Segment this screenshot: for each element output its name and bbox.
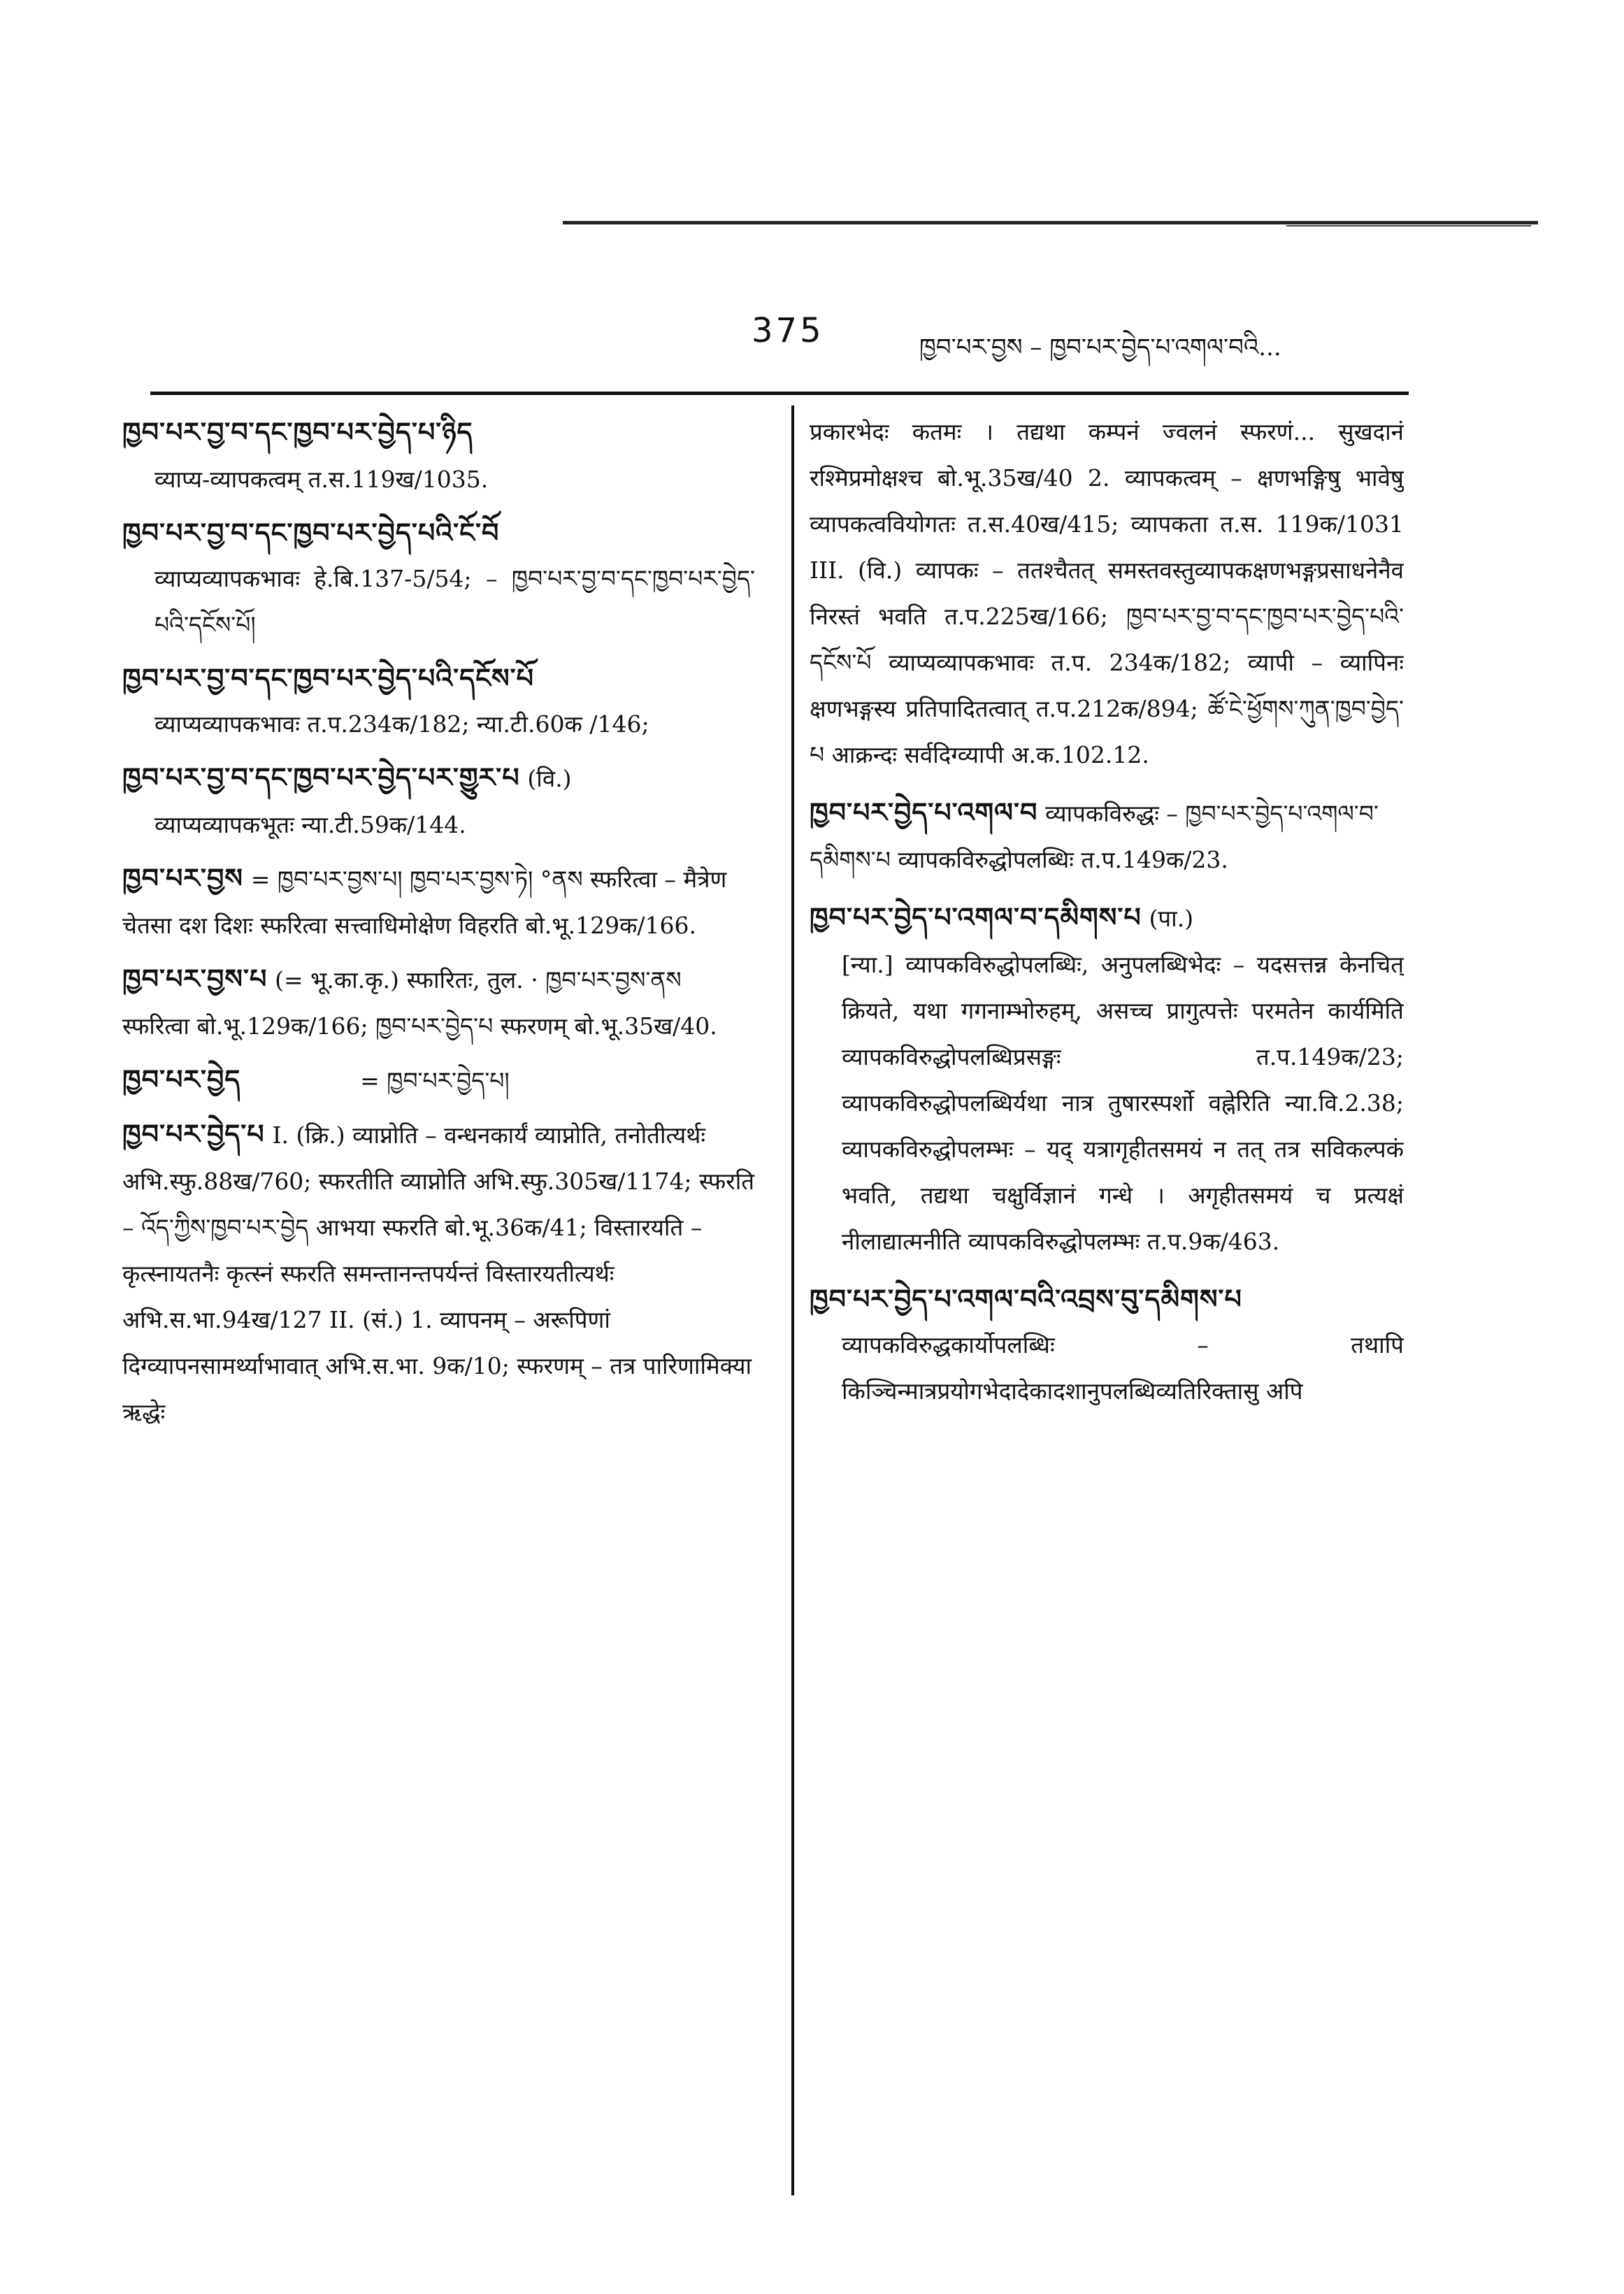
header-rule (150, 392, 1409, 395)
dictionary-entry (122, 956, 755, 1049)
dictionary-entry-continued (810, 409, 1404, 778)
entry-headword: ཁྱབ་པར་བྱེད་པ་འགལ་བའི་འབྲས་བུ་དམིགས་པ (810, 1283, 1242, 1314)
right-column (810, 409, 1404, 2199)
entry-text: व्याप्यव्यापकभूतः न्या.टी.59क/144. (155, 811, 466, 838)
top-rule-accent (1286, 225, 1531, 227)
dictionary-entry (122, 855, 755, 949)
entry-text: [न्या.] व्यापकविरुद्धोपलब्धिः, अनुपलब्धिभेदः – यदसत्तन्न केनचित् क्रियते, यथा गगनाम्भोरुहम्, असच्च प्रागुत्पत्तेः परमतेन कार्यमिति व्यापकविरुद्धोपलब्धिप्रसङ्गः त.प.149क/23; व्यापकविरुद्धोपलब्धिर्यथा नात्र तुषारस्पर्शो वह्नेरिति न्या.वि.2.38; व्यापकविरुद्धोपलम्भः – यद् यत्रागृहीतसमयं न तत् तत्र सविकल्पकं भवति, तद्यथा चक्षुर्विज्ञानं गन्धे । अगृहीतसमयं च प्रत्यक्षं नीलाद्यात्मनीति व्यापकविरुद्धोपलम्भः त.प.9क/463. (842, 951, 1404, 1255)
entry-text: व्याप्यव्यापकभावः त.प.234क/182; न्या.टी.60क /146; (155, 710, 649, 738)
dictionary-entry (810, 894, 1404, 1265)
dictionary-entry (122, 510, 755, 648)
entry-text: व्याप्य-व्यापकत्वम् त.स.119ख/1035. (155, 466, 489, 493)
entry-headword: ཁྱབ་པར་བྱ་བ་དང་ཁྱབ་པར་བྱེད་པའི་དངོས་པོ (122, 662, 535, 694)
dictionary-entry (122, 1056, 755, 1104)
entry-headword: ཁྱབ་པར་བྱེད་པ་འགལ་བ (810, 796, 1038, 828)
entry-headword: ཁྱབ་པར་བྱས (122, 862, 243, 894)
entry-text: I. (क्रि.) व्याप्नोति – वन्धनकार्यं व्याप्नोति, तनोतीत्यर्थः अभि.स्फु.88ख/760; स्फरतीति व्याप्नोति अभि.स्फु.305ख/1174; स्फरति – འོད་ཀྱིས་ཁྱབ་པར་བྱེད आभया स्फरति बो.भू.36क/41; विस्तारयति – कृत्स्नायतनैः कृत्स्नं स्फरति समन्तानन्तपर्यन्तं विस्तारयतीत्यर्थः अभि.स.भा.94ख/127 II. (सं.) 1. व्यापनम् – अरूपिणां दिग्व्यापनसामर्थ्याभावात् अभि.स.भा. 9क/10; स्फरणम् – तत्र पारिणामिक्या ऋद्धेः (122, 1121, 755, 1426)
entry-grammar: (पा.) (1149, 905, 1194, 932)
dictionary-entry (122, 409, 755, 503)
entry-headword: ཁྱབ་པར་བྱས་པ (122, 963, 268, 994)
entry-grammar: (वि.) (527, 765, 572, 792)
dictionary-entry (810, 789, 1404, 883)
entry-text: = ཁྱབ་པར་བྱས་པ། ཁྱབ་པར་བྱས་ཏེ། °ནས स्फरित्वा – मैत्रेण चेतसा दश दिशः स्फरित्वा सत्त्वाधिमोक्षेण विहरति बो.भू.129क/166. (122, 866, 727, 939)
page-number: 375 (752, 311, 824, 350)
dictionary-entry (122, 655, 755, 747)
entry-text: व्यापकविरुद्धः – ཁྱབ་པར་བྱེད་པ་འགལ་བ་དམིགས་པ व्यापकविरुद्धोपलब्धिः त.प.149क/23. (810, 800, 1379, 873)
entry-headword: ཁྱབ་པར་བྱ་བ་དང་ཁྱབ་པར་བྱེད་པའི་ངོ་བོ (122, 517, 500, 548)
entry-headword: ཁྱབ་པར་བྱེད་པ་འགལ་བ་དམིགས་པ (810, 901, 1142, 933)
entry-headword: ཁྱབ་པར་བྱེད (122, 1063, 241, 1095)
entry-text: = ཁྱབ་པར་བྱེད་པ། (360, 1067, 510, 1094)
entry-grammar: (= भू.का.कृ.) (275, 966, 399, 994)
entry-headword: ཁྱབ་པར་བྱ་བ་དང་ཁྱབ་པར་བྱེད་པར་གྱུར་པ (122, 761, 520, 793)
top-rule (563, 221, 1538, 224)
left-column (122, 409, 755, 2199)
dictionary-entry (122, 754, 755, 848)
entry-text: व्यापकविरुद्धकार्योपलब्धिः – तथापि किञ्चिन्मात्रप्रयोगभेदादेकादशानुपलब्धिव्यतिरिक्तासु अपि (842, 1331, 1404, 1405)
entry-headword: ཁྱབ་པར་བྱ་བ་དང་ཁྱབ་པར་བྱེད་པ་ཉིད (122, 416, 473, 447)
entry-text: प्रकारभेदः कतमः । तद्यथा कम्पनं ज्वलनं स्फरणं... सुखदानं रश्मिप्रमोक्षश्च बो.भू.35ख/40 2. व्यापकत्वम् – क्षणभङ्गिषु भावेषु व्यापकत्ववियोगतः त.स.40ख/415; व्यापकता त.स. 119क/1031 III. (वि.) व्यापकः – ततश्चैतत् समस्तवस्तुव्यापकक्षणभङ्गप्रसाधनेनैव निरस्तं भवति त.प.225ख/166; ཁྱབ་པར་བྱ་བ་དང་ཁྱབ་པར་བྱེད་པའི་དངོས་པོ व्याप्यव्यापकभावः त.प. 234क/182; व्यापी – व्यापिनः क्षणभङ्गस्य प्रतिपादितत्वात् त.प.212क/894; ཚོ་ངེ་ཕྱོགས་ཀུན་ཁྱབ་བྱེད་པ आक्रन्दः सर्वदिग्व्यापी अ.क.102.12. (810, 418, 1404, 768)
column-divider (791, 406, 794, 2195)
entry-text: स्फारितः, तुल. · ཁྱབ་པར་བྱས་ནས स्फरित्वा बो.भू.129क/166; ཁྱབ་པར་བྱེད་པ स्फरणम् बो.भू.35ख/40. (122, 966, 717, 1040)
entry-headword: ཁྱབ་པར་བྱེད་པ (122, 1118, 265, 1149)
dictionary-entry (122, 1111, 755, 1435)
running-head: ཁྱབ་པར་བྱས – ཁྱབ་པར་བྱེད་པ་འགལ་བའི... (919, 334, 1281, 361)
entry-text: व्याप्यव्यापकभावः हे.बि.137-5/54; – ཁྱབ་པར་བྱ་བ་དང་ཁྱབ་པར་བྱེད་པའི་དངོས་པོ། (155, 565, 755, 638)
dictionary-entry (810, 1276, 1404, 1414)
